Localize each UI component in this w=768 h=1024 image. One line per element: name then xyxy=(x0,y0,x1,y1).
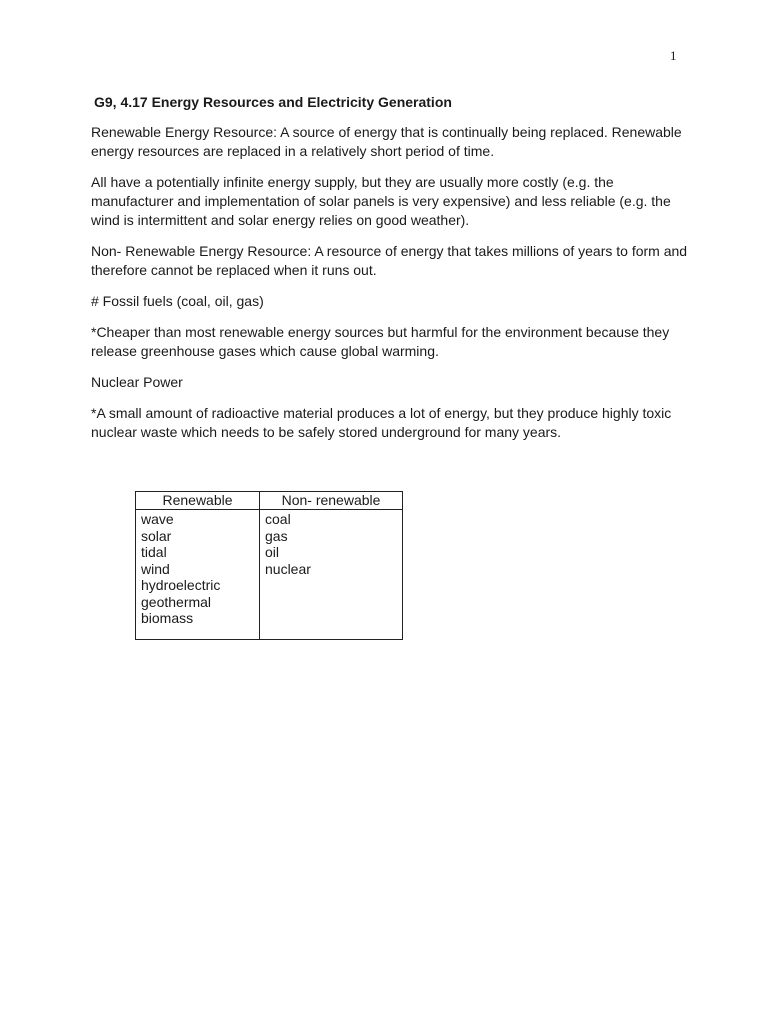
paragraph-renewable-pros-cons: All have a potentially infinite energy supply, but they are usually more costly (e.g. the manufacturer and implementation of solar panels is very expensive) and less reliable (e.g. the wind is intermittent and solar energy relies on good weather). xyxy=(91,174,671,228)
list-item: nuclear xyxy=(265,560,311,577)
list-item: wind xyxy=(141,560,170,577)
list-item: wave xyxy=(141,511,174,527)
document-title: G9, 4.17 Energy Resources and Electricity Generation xyxy=(94,94,452,110)
list-item: coal xyxy=(265,511,291,527)
non-renewable-list-cell xyxy=(260,510,403,640)
document-body xyxy=(91,93,691,454)
header-renewable: Renewable xyxy=(136,492,260,510)
paragraph-fossil-fuels: # Fossil fuels (coal, oil, gas) xyxy=(91,293,264,309)
list-item: hydroelectric xyxy=(141,577,221,593)
paragraph-nonrenewable-definition: Non- Renewable Energy Resource: A resource of energy that takes millions of years to form and therefore cannot be replaced when it runs out. xyxy=(91,243,688,278)
table-header-row xyxy=(136,492,403,510)
page-number: 1 xyxy=(670,48,677,63)
list-item: oil xyxy=(265,544,280,560)
renewable-list-cell xyxy=(136,510,260,640)
list-item: tidal xyxy=(141,544,167,560)
paragraph-fossil-fuels-note: *Cheaper than most renewable energy sources but harmful for the environment because they release greenhouse gases which cause global warming. xyxy=(91,324,670,359)
energy-resources-table xyxy=(135,491,403,640)
table-row xyxy=(136,510,403,640)
list-item: geothermal xyxy=(141,593,212,610)
paragraph-nuclear-power: Nuclear Power xyxy=(91,374,183,390)
list-item: solar xyxy=(141,527,172,544)
list-item: gas xyxy=(265,527,288,544)
header-non-renewable: Non- renewable xyxy=(260,492,403,510)
paragraph-nuclear-note: *A small amount of radioactive material produces a lot of energy, but they produce highly toxic nuclear waste which needs to be safely stored underground for many years. xyxy=(91,405,672,440)
paragraph-renewable-definition: Renewable Energy Resource: A source of energy that is continually being replaced. Renewable energy resources are replaced in a relatively short period of time. xyxy=(91,124,682,159)
list-item: biomass xyxy=(141,610,194,626)
